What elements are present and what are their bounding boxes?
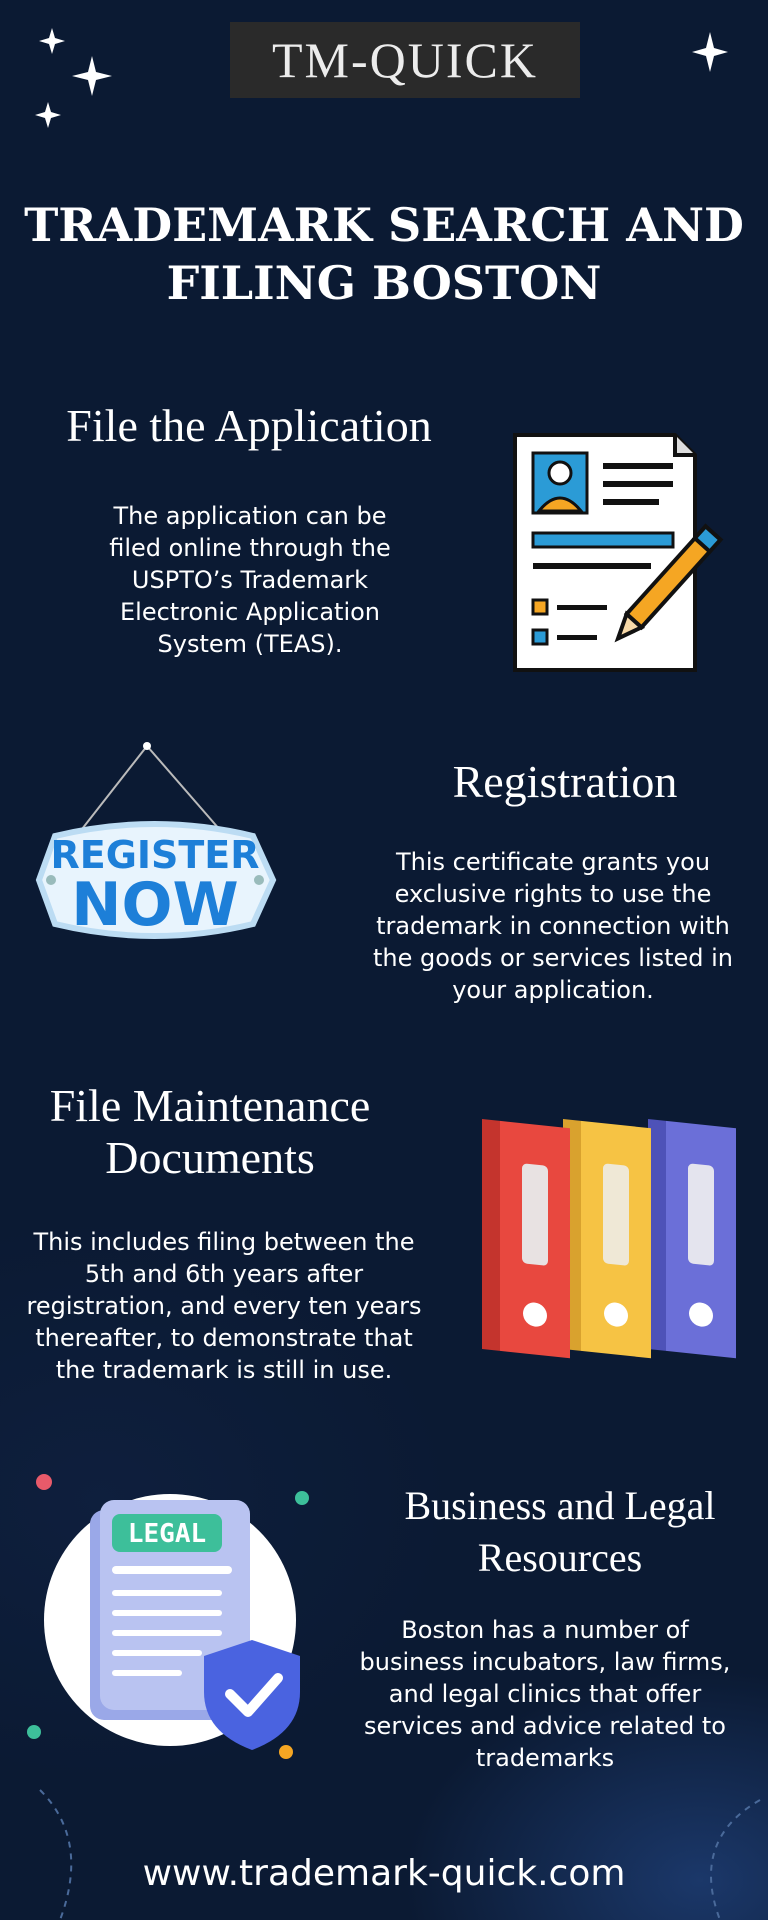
page-title-line-2: FILING BOSTON bbox=[166, 256, 602, 310]
body-line: services and advice related to bbox=[364, 1712, 726, 1740]
section-title-file-application: File the Application bbox=[66, 400, 432, 451]
brand-logo bbox=[230, 22, 580, 98]
section-title-maintenance bbox=[0, 1080, 420, 1184]
legal-badge-text: LEGAL bbox=[127, 1519, 207, 1549]
sign-text-now: NOW bbox=[71, 870, 239, 940]
section-body-legal-resources bbox=[340, 1614, 750, 1774]
body-line: trademarks bbox=[475, 1744, 615, 1772]
decorative-arc-icon bbox=[0, 1780, 120, 1920]
section-body-maintenance bbox=[14, 1226, 434, 1386]
footer-website-url: www.trademark-quick.com bbox=[142, 1853, 626, 1894]
section-body-registration bbox=[340, 846, 766, 1006]
legal-document-shield-icon bbox=[20, 1470, 320, 1770]
body-line: System (TEAS). bbox=[157, 630, 343, 658]
section-body-file-application bbox=[20, 500, 480, 660]
binders-icon bbox=[478, 1115, 748, 1375]
sparkle-star-icon bbox=[690, 30, 730, 74]
sparkle-stars-icon bbox=[30, 20, 130, 130]
body-line: This certificate grants you bbox=[395, 848, 711, 876]
title-line: Documents bbox=[105, 1132, 315, 1183]
body-line: and legal clinics that offer bbox=[388, 1680, 702, 1708]
body-line: exclusive rights to use the bbox=[394, 880, 712, 908]
page-title-line-1: TRADEMARK SEARCH AND bbox=[24, 198, 744, 252]
register-now-sign-icon bbox=[35, 740, 295, 1000]
body-line: the trademark is still in use. bbox=[55, 1356, 393, 1384]
body-line: Electronic Application bbox=[119, 598, 381, 626]
body-line: 5th and 6th years after bbox=[84, 1260, 364, 1288]
body-line: filed online through the bbox=[109, 534, 391, 562]
title-line: Resources bbox=[477, 1535, 643, 1580]
body-line: the goods or services listed in bbox=[372, 944, 734, 972]
body-line: registration, and every ten years bbox=[26, 1292, 422, 1320]
body-line: The application can be bbox=[113, 502, 387, 530]
body-line: Boston has a number of bbox=[401, 1616, 689, 1644]
section-title-registration: Registration bbox=[452, 756, 678, 807]
body-line: trademark in connection with bbox=[376, 912, 730, 940]
body-line: This includes filing between the bbox=[33, 1228, 415, 1256]
body-line: your application. bbox=[452, 976, 654, 1004]
body-line: thereafter, to demonstrate that bbox=[35, 1324, 413, 1352]
title-line: File Maintenance bbox=[49, 1080, 371, 1131]
section-title-legal-resources bbox=[360, 1480, 760, 1584]
sign-text-register: REGISTER bbox=[50, 833, 260, 877]
brand-logo-text: TM-QUICK bbox=[272, 32, 538, 88]
title-line: Business and Legal bbox=[404, 1483, 716, 1528]
document-pencil-icon bbox=[505, 425, 745, 675]
page-title bbox=[0, 196, 768, 312]
body-line: USPTO’s Trademark bbox=[131, 566, 369, 594]
body-line: business incubators, law firms, bbox=[359, 1648, 731, 1676]
